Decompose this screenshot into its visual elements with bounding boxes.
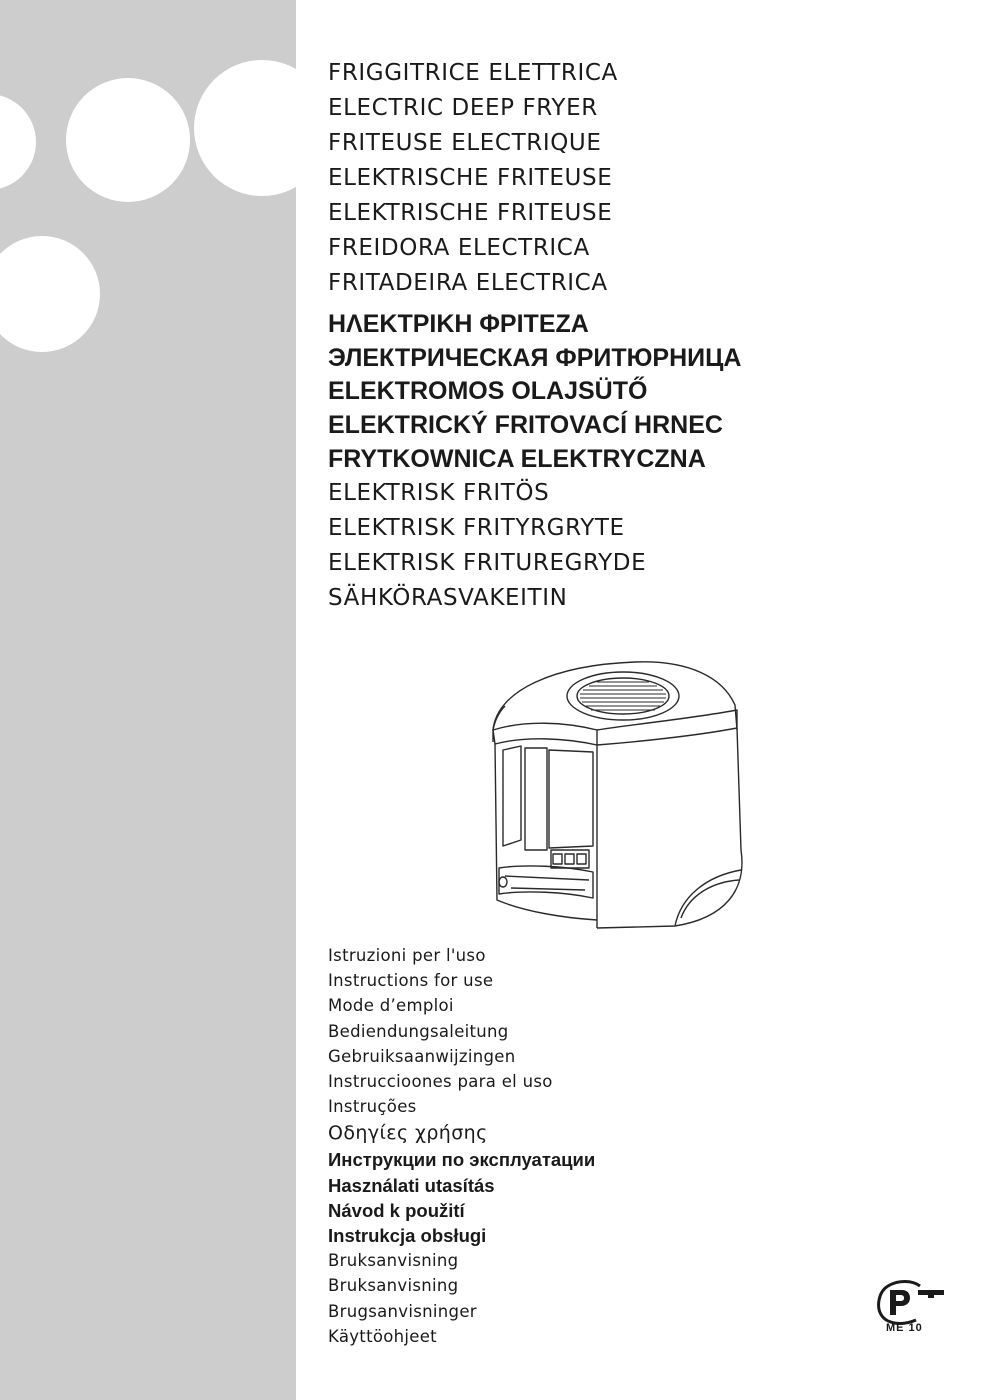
title-line: ELEKTRISCHE FRITEUSE [328, 200, 613, 226]
title-line-bold: ΗΛΕΚΤΡΙΚΗ ΦΡΙΤΕΖΑ [328, 310, 589, 338]
instruction-line: Istruzioni per l'uso [328, 946, 486, 965]
instruction-line-bold: Návod k použití [328, 1199, 465, 1221]
instruction-line-greek: Οδηγίες χρήσης [328, 1122, 488, 1145]
title-line: SÄHKÖRASVAKEITIN [328, 585, 568, 611]
instruction-line: Brugsanvisninger [328, 1301, 477, 1321]
title-line: ELEKTRISK FRITÖS [328, 480, 550, 506]
title-line-bold: FRYTKOWNICA ELEKTRYCZNA [328, 445, 706, 473]
title-line: ELEKTRISK FRITYRGRYTE [328, 515, 625, 541]
title-line-bold: ELEKTROMOS OLAJSÜTŐ [328, 377, 648, 405]
instruction-line: Bruksanvisning [328, 1276, 459, 1296]
instruction-line: Instructions for use [328, 971, 494, 991]
title-line: FRITEUSE ELECTRIQUE [328, 130, 602, 156]
title-line: ELEKTRISCHE FRITEUSE [328, 165, 613, 191]
title-line-bold: ЭЛЕКТРИЧЕСКАЯ ФРИТЮРНИЦА [328, 344, 742, 372]
title-line-bold: ELEKTRICKÝ FRITOVACÍ HRNEC [328, 411, 723, 439]
instruction-line: Käyttöohjeet [328, 1326, 437, 1346]
instruction-line: Mode d’emploi [328, 996, 454, 1016]
instruction-line: Instruccioones para el uso [328, 1072, 553, 1092]
instruction-languages [328, 943, 788, 1349]
title-line: FREIDORA ELECTRICA [328, 235, 590, 261]
decorative-circles [0, 0, 296, 1400]
product-titles [328, 56, 968, 616]
title-line: FRITADEIRA ELECTRICA [328, 270, 608, 296]
deep-fryer-illustration [485, 650, 755, 940]
instruction-line: Bediendungsaleitung [328, 1021, 509, 1041]
title-line: ELEKTRISK FRITUREGRYDE [328, 550, 647, 576]
certification-code: ME 10 [886, 1322, 923, 1334]
title-line: FRIGGITRICE ELETTRICA [328, 60, 618, 86]
instruction-line: Bruksanvisning [328, 1251, 459, 1271]
instruction-line: Instruções [328, 1097, 417, 1117]
instruction-line-bold: Инструкции по эксплуатации [328, 1149, 596, 1171]
certification-mark-icon [872, 1278, 948, 1344]
instruction-line-bold: Használati utasítás [328, 1174, 495, 1196]
title-line: ELECTRIC DEEP FRYER [328, 95, 598, 121]
instruction-line-bold: Instrukcja obsługi [328, 1225, 487, 1247]
decorative-sidebar [0, 0, 296, 1400]
instruction-line: Gebruiksaanwijzingen [328, 1046, 516, 1066]
